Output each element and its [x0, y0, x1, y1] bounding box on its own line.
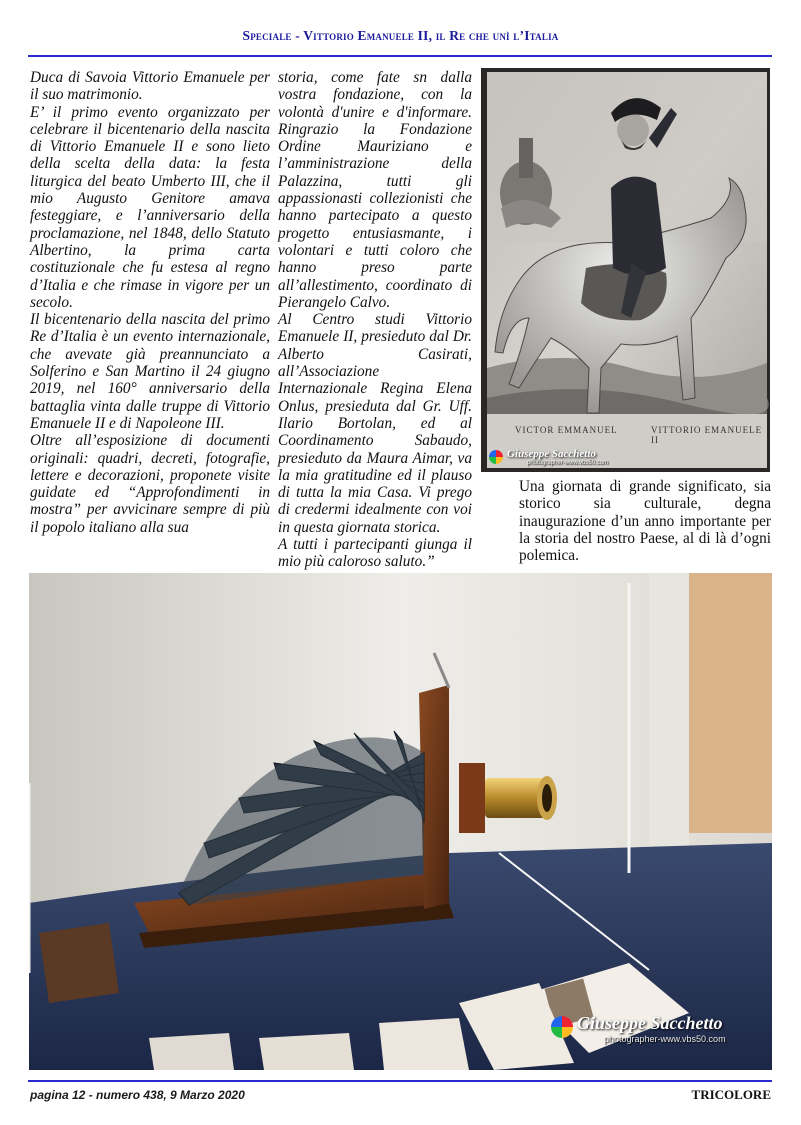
paragraph: Il bicentenario della nascita del primo Re d’Italia è un evento internazionale, che avevate già preannunciato a Solferino e San Martino il 24 giugno 2019, nel 160° anniversario della battaglia vinta dalle truppe di Vittorio Emanuele II e di Napoleone III.: [30, 311, 270, 432]
paragraph: Una giornata di grande significato, sia storico sia culturale, degna inaugurazione d’un anno importante per la storia del nostro Paese, al di là d’ogni polemica.: [519, 478, 771, 565]
paragraph: E’ il primo evento organizzato per celebrare il bicentenario della nascita di Vittorio Emanuele II e sono lieto della scelta della data: la festa liturgica del beato Umberto III, che il mio Augusto Genitore amava festeggiare, e l’anniversario della proclamazione, nel 1848, dello Statuto Albertino, la prima carta costituzionale che fu estesa al regno d’Italia e che rimase in vigore per un secolo.: [30, 103, 270, 311]
text-column-2: [278, 69, 472, 571]
footer-rule: [28, 1080, 772, 1082]
paragraph: storia, come fate sn dalla vostra fondazione, con la volontà d'unire e d'informare. Ringrazio la Fondazione Ordine Mauriziano e l’amministrazione della Palazzina, tutti gli appassionasti collezionisti che hanno partecipato a questo progetto entusiasmante, i volontari e tutti coloro che hanno preso parte all’allestimento, coordinato di Pierangelo Calvo.: [278, 69, 472, 311]
antique-camera-photo: [29, 573, 772, 1070]
photo-watermark-sub: photographer-www.vbs50.com: [527, 460, 609, 466]
photo-watermark-sub: photographer-www.vbs50.com: [604, 1034, 726, 1044]
header-rule: [28, 55, 772, 57]
antique-camera-image: [29, 573, 772, 1070]
equestrian-engraving-image: [481, 68, 770, 472]
paragraph: Duca di Savoia Vittorio Emanuele per il suo matrimonio.: [30, 69, 270, 104]
footer-publication: TRICOLORE: [691, 1087, 771, 1102]
text-column-3: [519, 478, 771, 564]
watermark-logo-icon: [551, 1016, 573, 1038]
footer-page-info: pagina 12 - numero 438, 9 Marzo 2020: [30, 1088, 245, 1102]
engraving-caption-left: VICTOR EMMANUEL: [515, 425, 618, 435]
page-header-title: Speciale - Vittorio Emanuele II, il Re che unì l’Italia: [242, 28, 559, 43]
photo-watermark: Giuseppe Sacchetto: [577, 1013, 723, 1033]
text-column-1: [30, 69, 270, 536]
watermark-logo-icon: [489, 450, 503, 464]
paragraph: A tutti i partecipanti giunga il mio più caloroso saluto.”: [278, 536, 472, 571]
paragraph: Oltre all’esposizione di documenti originali: quadri, decreti, fotografie, lettere e decorazioni, proponete visite guidate ed “Approfondimenti in mostra” per avvicinare sempre di più il popolo italiano alla sua: [30, 432, 270, 536]
equestrian-portrait-photo: [481, 68, 770, 472]
engraving-caption-right: VITTORIO EMANUELE II: [651, 425, 763, 445]
paragraph: Al Centro studi Vittorio Emanuele II, presieduto dal Dr. Alberto Casirati, all’Associazione Internazionale Regina Elena Onlus, presieduta dal Gr. Uff. Ilario Bortolan, ed al Coordinamento Sabaudo, presieduto da Maura Aimar, va la mia gratitudine ed il plauso di tutta la mia Casa. Vi prego di credermi idealmente con voi in questa giornata storica.: [278, 311, 472, 536]
photo-watermark: Giuseppe Sacchetto: [507, 448, 596, 460]
